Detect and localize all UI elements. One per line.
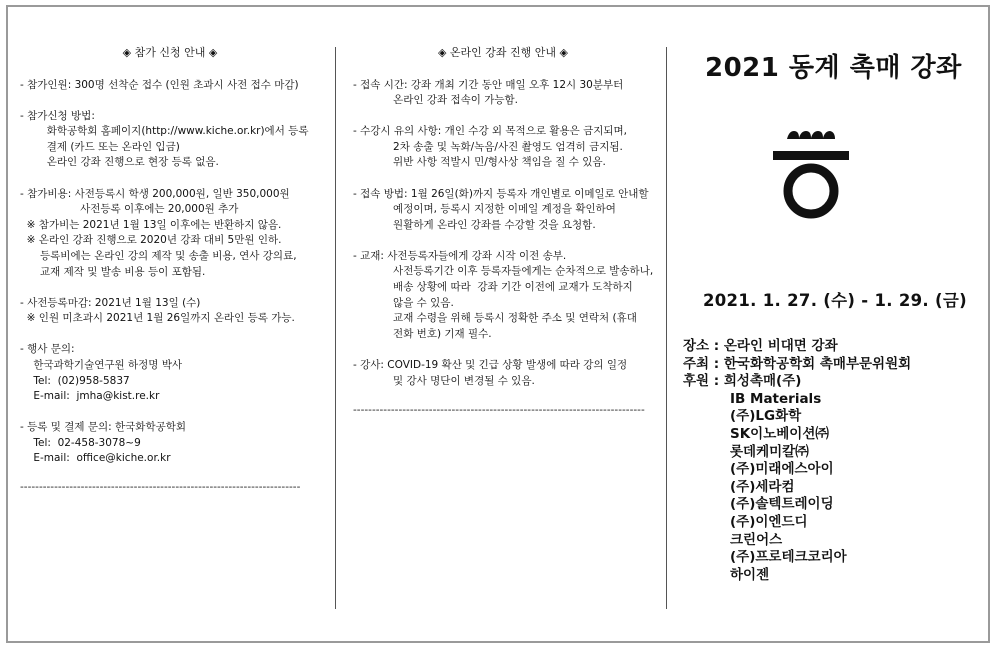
left-dashed-rule: -------------------------------------------------------------------------- bbox=[20, 481, 301, 494]
sponsor-item: (주)세라컴 bbox=[730, 478, 795, 495]
info-line: 않을 수 있음. bbox=[353, 296, 454, 309]
info-line: - 수강시 유의 사항: 개인 수강 외 목적으로 활용은 금지되며, bbox=[353, 125, 627, 138]
online-lecture-column bbox=[353, 45, 653, 418]
info-line: Tel: 02-458-3078~9 bbox=[20, 436, 141, 449]
info-line: ※ 온라인 강좌 진행으로 2020년 강좌 대비 5만원 인하. bbox=[20, 234, 282, 247]
info-line: 온라인 강좌 접속이 가능함. bbox=[353, 94, 518, 107]
info-line: 등록비에는 온라인 강의 제작 및 송출 비용, 연사 강의료, bbox=[20, 249, 297, 262]
sponsor-list bbox=[683, 391, 911, 585]
info-line: - 교재: 사전등록자들에게 강좌 시작 이전 송부. bbox=[353, 249, 567, 262]
info-line: 및 강사 명단이 변경될 수 있음. bbox=[353, 374, 535, 387]
sponsor-item: 하이젠 bbox=[730, 566, 770, 583]
info-line: 온라인 강좌 진행으로 현장 등록 없음. bbox=[20, 156, 219, 169]
sponsor-item: (주)이엔드디 bbox=[730, 513, 808, 530]
info-line: 화학공학회 홈페이지(http://www.kiche.or.kr)에서 등록 bbox=[20, 125, 309, 138]
online-lecture-title: ◈ 온라인 강좌 진행 안내 ◈ bbox=[437, 46, 569, 59]
venue-line: 장소 : 온라인 비대면 강좌 bbox=[683, 338, 838, 354]
info-line: 한국과학기술연구원 하정명 박사 bbox=[20, 358, 183, 371]
info-line: 교재 제작 및 발송 비용 등이 포함됨. bbox=[20, 265, 206, 278]
sponsor-label-line: 후원 : 희성촉매(주) bbox=[683, 373, 802, 390]
info-line: 원활하게 온라인 강좌를 수강할 것을 요청함. bbox=[353, 218, 596, 231]
info-line: 교재 수령을 위해 등록시 정확한 주소 및 연락처 (휴대 bbox=[353, 312, 637, 325]
info-line: E-mail: jmha@kist.re.kr bbox=[20, 390, 160, 403]
sponsor-item: (주)미래에스아이 bbox=[730, 461, 834, 478]
info-line: - 접속 방법: 1월 26일(화)까지 등록자 개인별로 이메일로 안내할 bbox=[353, 187, 649, 200]
info-line: - 참가인원: 300명 선착순 접수 (인원 초과시 사전 접수 마감) bbox=[20, 78, 299, 91]
info-line: 전화 번호) 기재 필수. bbox=[353, 327, 492, 340]
column-divider-left bbox=[335, 47, 336, 609]
sponsor-item: (주)솔텍트레이딩 bbox=[730, 496, 834, 513]
info-section bbox=[20, 296, 320, 327]
sponsor-item: 크린어스 bbox=[730, 531, 783, 548]
host-line: 주최 : 한국화학공학회 촉매부문위원회 bbox=[683, 355, 912, 372]
info-section bbox=[353, 78, 653, 109]
info-line: - 행사 문의: bbox=[20, 343, 75, 356]
info-line: - 참가신청 방법: bbox=[20, 109, 95, 122]
info-line: ※ 참가비는 2021년 1월 13일 이후에는 반환하지 않음. bbox=[20, 218, 282, 231]
info-section bbox=[353, 358, 653, 389]
info-line: ※ 인원 미초과시 2021년 1월 26일까지 온라인 등록 가능. bbox=[20, 312, 295, 325]
registration-info-title: ◈ 참가 신청 안내 ◈ bbox=[122, 46, 218, 59]
column-divider-right bbox=[666, 47, 667, 609]
info-line: E-mail: office@kiche.or.kr bbox=[20, 452, 171, 465]
info-section bbox=[20, 109, 320, 171]
middle-dashed-rule: ----------------------------------------------------------------------------- bbox=[353, 403, 645, 416]
event-date: 2021. 1. 27. (수) - 1. 29. (금) bbox=[703, 291, 967, 310]
sponsor-item: 롯데케미칼㈜ bbox=[730, 443, 809, 460]
info-line: 사전등록 이후에는 20,000원 추가 bbox=[20, 203, 239, 216]
info-line: - 사전등록마감: 2021년 1월 13일 (수) bbox=[20, 296, 201, 309]
info-section bbox=[353, 187, 653, 234]
info-line: - 강사: COVID-19 확산 및 긴급 상황 발생에 따라 강의 일정 bbox=[353, 358, 628, 371]
sponsor-item: (주)프로테크코리아 bbox=[730, 549, 847, 566]
info-line: - 등록 및 결제 문의: 한국화학공학회 bbox=[20, 421, 187, 434]
info-section bbox=[20, 78, 320, 94]
info-line: 예정이며, 등록시 지정한 이메일 계정을 확인하여 bbox=[353, 203, 616, 216]
hangul-logo-icon bbox=[763, 125, 859, 221]
sponsor-item: (주)LG화학 bbox=[730, 408, 802, 425]
info-line: 배송 상황에 따라 강좌 기간 이전에 교재가 도착하지 bbox=[353, 281, 633, 294]
info-line: 위반 사항 적발시 민/형사상 책임을 질 수 있음. bbox=[353, 156, 606, 169]
info-section bbox=[20, 187, 320, 281]
registration-sections bbox=[20, 78, 320, 467]
event-details bbox=[683, 338, 911, 584]
info-line: 사전등록기간 이후 등록자들에게는 순차적으로 발송하나, bbox=[353, 265, 654, 278]
info-line: 2차 송출 및 녹화/녹음/사진 촬영도 엄격히 금지됨. bbox=[353, 140, 623, 153]
info-section bbox=[20, 342, 320, 404]
info-line: - 접속 시간: 강좌 개최 기간 동안 매일 오후 12시 30분부터 bbox=[353, 78, 624, 91]
info-line: - 참가비용: 사전등록시 학생 200,000원, 일반 350,000원 bbox=[20, 187, 290, 200]
info-line: 결제 (카드 또는 온라인 입금) bbox=[20, 140, 180, 153]
sponsor-item: SK이노베이션㈜ bbox=[730, 425, 829, 442]
info-line: Tel: (02)958-5837 bbox=[20, 374, 130, 387]
sponsor-item: IB Materials bbox=[730, 390, 822, 407]
info-section bbox=[353, 249, 653, 343]
info-section bbox=[353, 124, 653, 171]
info-section bbox=[20, 420, 320, 467]
online-lecture-sections bbox=[353, 78, 653, 390]
registration-info-column bbox=[20, 45, 320, 496]
event-title: 2021 동계 촉매 강좌 bbox=[705, 53, 962, 83]
